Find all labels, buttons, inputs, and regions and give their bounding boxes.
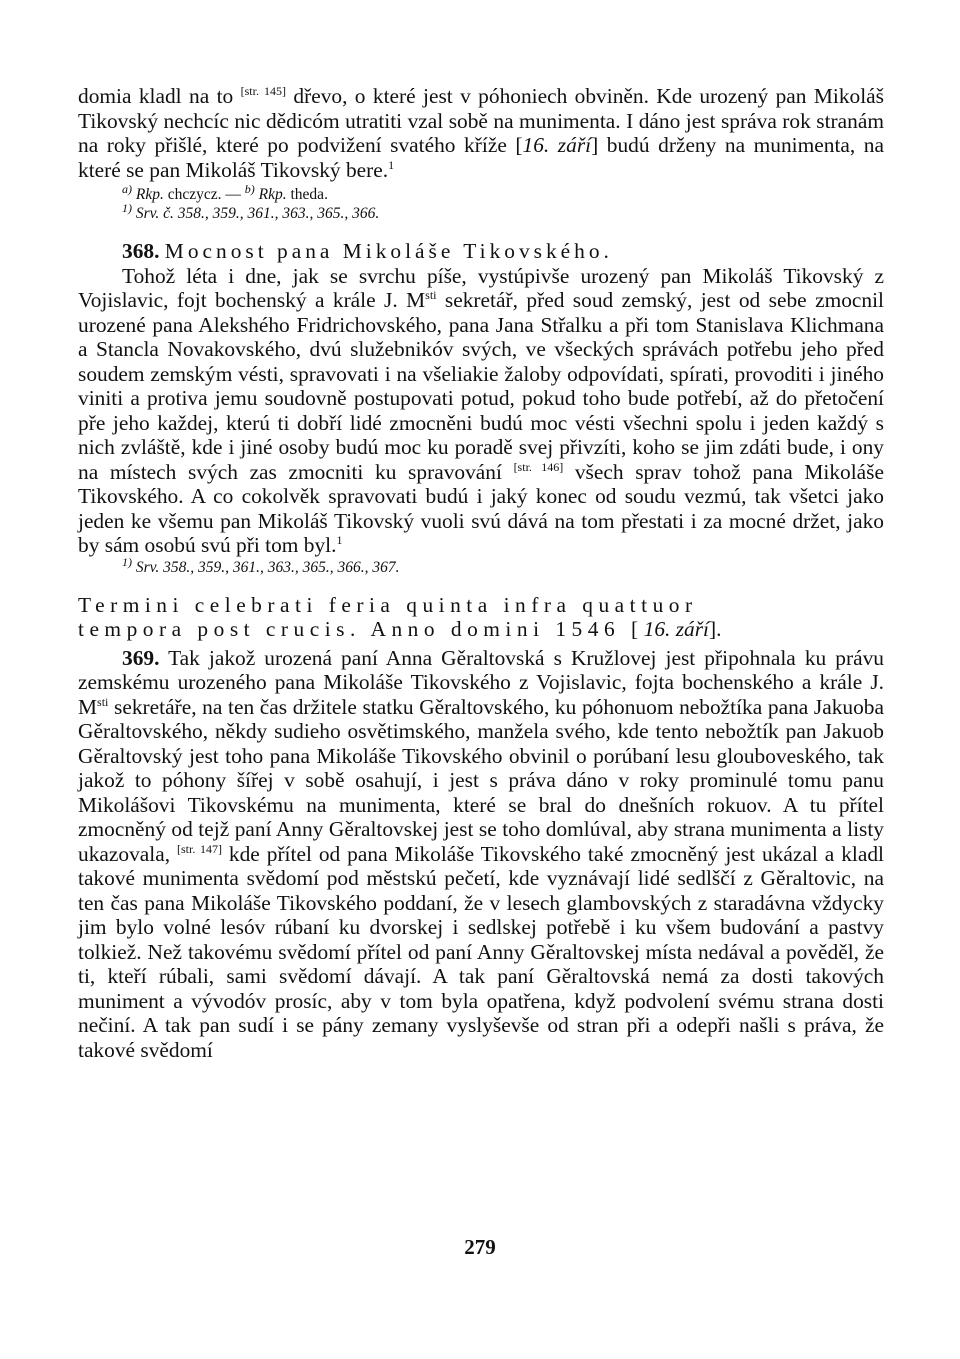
paragraph-text: všech sprav tohož pana Mikoláše Tikovského. A co cokolvěk spravovati budú i jaký konec od soudu vezmú, tak všetci jako jeden ke všemu pan Mikoláš Tikovský vuoli svú dává na tom přestati i za mocné držet, jako by sám osobú svú při tom byl. bbox=[78, 459, 884, 557]
footnote-marker: b) bbox=[244, 181, 255, 196]
latin-line: Termini celebrati feria quinta infra quattuor bbox=[78, 592, 698, 617]
date-italic: 16. září bbox=[643, 617, 709, 641]
footnote-text: Srv. č. 358., 359., 361., 363., 365., 366. bbox=[135, 205, 380, 222]
paragraph-text: domia kladl na to bbox=[78, 84, 234, 108]
footnote-marker: a) bbox=[122, 181, 132, 196]
text-block bbox=[78, 84, 884, 1062]
section-number: 368. bbox=[122, 239, 160, 263]
paragraph-text: ] budú drženy na munimenta, na které se pan Mikoláš Tikovský bere. bbox=[78, 133, 884, 182]
latin-line: tempora post crucis. Anno domini 1546 [ bbox=[78, 617, 644, 641]
page-reference: [str. 147] bbox=[177, 841, 222, 856]
footnote-reference: 1 bbox=[336, 532, 343, 547]
footnote-368 bbox=[78, 554, 884, 577]
section-title: Mocnost pana Mikoláše Tikovského. bbox=[164, 239, 613, 263]
paragraph-text: dřevo, o které jest v póhoniech obviněn. Kde urozený pan Mikoláš Tikovský nechcíc nic dědicóm utratiti vzal sobě na munimenta. I dáno jest správa rok stranám na roky přišlé, které po podvižení svatého kříže [ bbox=[78, 84, 884, 157]
paragraph-text: Tohož léta i dne, jak se svrchu píše, vystúpivše urozený pan Mikoláš Tikovský z Vojislavic, fojt bochenský a krále J. M bbox=[78, 263, 884, 312]
paragraph-text: kde přítel od pana Mikoláše Tikovského také zmocněný jest ukázal a kladl takové munimenta svědomí pod městskú pečetí, kde vyznávají lidé sedlščí z Gěraltovic, na ten čas pana Mikoláše Tikovského poddaní, že v lesech glambovských z staradávna vždycky jim bylo volné lesóv rúbaní ku dvorskej i sedlskej potřebě i ku všem budování a pastvy tolkiež. Než takovému svědomí přítel od paní Anny Gěraltovskej místa nedával a pověděl, že ti, kteří rúbali, sami svědomí dávají. A tak paní Gěraltovská nemá za dosti takových muniment a vývodóv prosíc, aby v tom byla opatřena, když podvolení svému strana dosti nečiní. A tak pan sudí i se pány zemany vyslyševše od stran při a odepři našli s práva, že takové svědomí bbox=[78, 841, 884, 1062]
latin-heading bbox=[78, 593, 884, 642]
footnote-marker: 1) bbox=[122, 554, 132, 569]
page-reference: [str. 145] bbox=[240, 83, 286, 98]
date-italic: 16. září bbox=[522, 133, 592, 157]
section-368-body bbox=[78, 264, 884, 558]
footnote-ab bbox=[78, 181, 884, 204]
superscript: sti bbox=[97, 694, 109, 709]
page-number: 279 bbox=[464, 1235, 496, 1259]
superscript: sti bbox=[425, 287, 437, 302]
footnote-1 bbox=[78, 200, 884, 223]
footnote-marker: 1) bbox=[122, 200, 132, 215]
footnote-text: Srv. 358., 359., 361., 363., 365., 366., 367. bbox=[135, 558, 400, 576]
footnote-abbr: Rkp. bbox=[135, 186, 164, 203]
section-369-body bbox=[78, 646, 884, 1063]
opening-paragraph bbox=[78, 84, 884, 182]
footnote-text: theda. bbox=[290, 186, 328, 203]
page-reference: [str. 146] bbox=[513, 459, 564, 474]
paragraph-text: Tak jakož urozená paní Anna Gěraltovská s Kružlovej jest připohnala ku právu zemskému urozeného pana Mikoláše Tikovského z Vojislavic, fojta bochenského a krále J. M bbox=[78, 645, 884, 719]
footnote-abbr: Rkp. bbox=[258, 186, 287, 203]
latin-line: ]. bbox=[709, 617, 722, 641]
footnote-reference: 1 bbox=[388, 157, 395, 172]
footnote-text: chczycz. — bbox=[167, 186, 241, 203]
section-368-heading bbox=[78, 239, 884, 264]
paragraph-text: sekretáře, na ten čas držitele statku Gěraltovského, ku póhonuom nebožtíka pana Jakuoba Gěraltovského, někdy sudieho osvětimského, manžela svého, kde tento nebožtík pan Jakuob Gěraltovský jest toho pana Mikoláše Tikovského obvinil o porúbaní lesu glouboveského, tak jakož to póhony šířej v sobě osahují, i jest s práva dáno v roky prominulé tomu panu Mikolášovi Tikovskému na munimenta, které se bral do dnešních rokuov. A tu přítel zmocněný od tejž paní Anny Gěraltovskej jest se toho domlúval, aby strana munimenta a listy ukazovala, bbox=[78, 694, 884, 866]
section-number: 369. bbox=[122, 645, 160, 670]
paragraph-text: sekretář, před soud zemský, jest od sebe zmocnil urozené pana Alekshého Fridrichovského, pana Jana Střalku a při tom Stanislava Klichmana a Stancla Novakovského, dvú služebnikóv svých, ve všeckých správách potřebu jeho před soudem zemským vésti, spravovati i na všeliakie žaloby odpovídati, spírati, provoditi i jiného viniti a protiva jemu soudovně postupovati potud, pokud toho bude potřebí, až do přetočení pře jeho každej, kterú ti dobří lidé zmocněni budú moc vésti všechni spolu i jeden každý s nich zvláště, kde i jiné osoby budú moc ku poradě svej přivzíti, koho se jim zdáti bude, i ony na místech svých zas zmocniti ku spravování bbox=[78, 288, 884, 484]
